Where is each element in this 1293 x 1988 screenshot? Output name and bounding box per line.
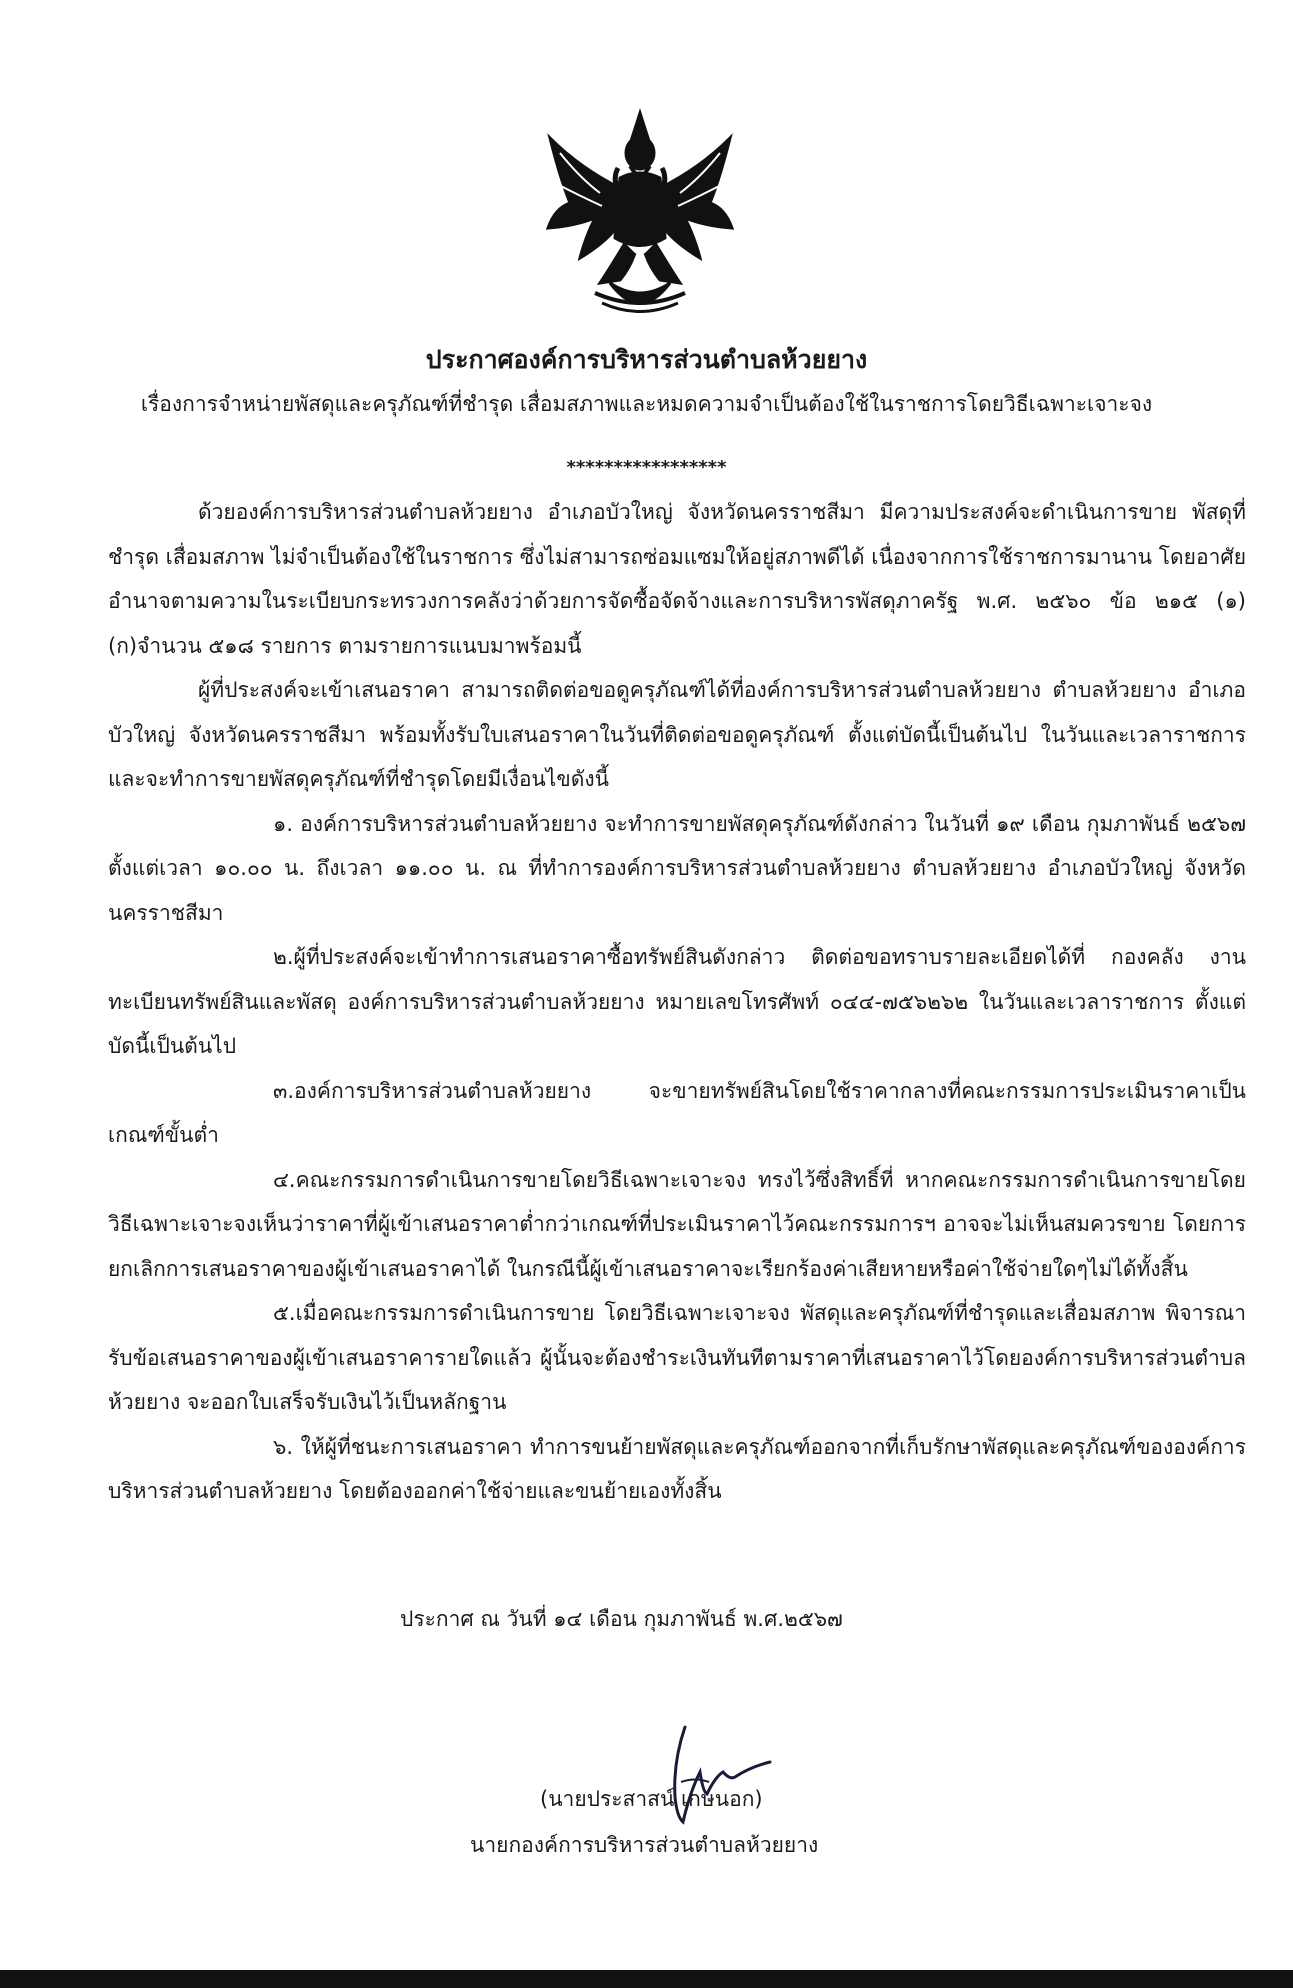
signer-position: นายกองค์การบริหารส่วนตำบลห้วยยาง: [470, 1833, 819, 1857]
document-subject: เรื่องการจำหน่ายพัสดุและครุภัณฑ์ที่ชำรุด เสื่อมสภาพและหมดความจำเป็นต้องใช้ในราชการโดยวิธีเฉพาะเจาะจง: [140, 392, 1153, 416]
condition-item-1: ๑. องค์การบริหารส่วนตำบลห้วยยาง จะทำการขายพัสดุครุภัณฑ์ดังกล่าว ในวันที่ ๑๙ เดือน กุมภาพันธ์ ๒๕๖๗ ตั้งแต่เวลา ๑๐.๐๐ น. ถึงเวลา ๑๑.๐๐ น. ณ ที่ทำการองค์การบริหารส่วนตำบลห้วยยาง ตำบลห้วยยาง อำเภอบัวใหญ่ จังหวัดนครราชสีมา: [108, 811, 1246, 925]
condition-item-4: ๔.คณะกรรมการดำเนินการขายโดยวิธีเฉพาะเจาะจง ทรงไว้ซึ่งสิทธิ์ที่ หากคณะกรรมการดำเนินการขายโดยวิธีเฉพาะเจาะจงเห็นว่าราคาที่ผู้เข้าเสนอราคาต่ำกว่าเกณฑ์ที่ประเมินราคาไว้คณะกรรมการฯ อาจจะไม่เห็นสมควรขาย โดยการยกเลิกการเสนอราคาของผู้เข้าเสนอราคาได้ ในกรณีนี้ผู้เข้าเสนอราคาจะเรียกร้องค่าเสียหายหรือค่าใช้จ่ายใดๆไม่ได้ทั้งสิ้น: [108, 1167, 1246, 1281]
garuda-emblem-icon: [540, 108, 740, 323]
condition-item-5: ๕.เมื่อคณะกรรมการดำเนินการขาย โดยวิธีเฉพาะเจาะจง พัสดุและครุภัณฑ์ที่ชำรุดและเสื่อมสภาพ พิจารณารับข้อเสนอราคาของผู้เข้าเสนอราคารายใดแล้ว ผู้นั้นจะต้องชำระเงินทันทีตามราคาที่เสนอราคาไว้โดยองค์การบริหารส่วนตำบลห้วยยาง จะออกใบเสร็จรับเงินไว้เป็นหลักฐาน: [108, 1301, 1246, 1414]
condition-item-3: ๓.องค์การบริหารส่วนตำบลห้วยยาง จะขายทรัพย์สินโดยใช้ราคากลางที่คณะกรรมการประเมินราคาเป็นเกณฑ์ขั้นต่ำ: [108, 1078, 1246, 1147]
paragraph-bidders: ผู้ที่ประสงค์จะเข้าเสนอราคา สามารถติดต่อขอดูครุภัณฑ์ได้ที่องค์การบริหารส่วนตำบลห้วยยาง ตำบลห้วยยาง อำเภอบัวใหญ่ จังหวัดนครราชสีมา พร้อมทั้งรับใบเสนอราคาในวันที่ติดต่อขอดูครุภัณฑ์ ตั้งแต่บัดนี้เป็นต้นไป ในวันและเวลาราชการ และจะทำการขายพัสดุครุภัณฑ์ที่ชำรุดโดยมีเงื่อนไขดังนี้: [108, 678, 1246, 791]
document-title: ประกาศองค์การบริหารส่วนตำบลห้วยยาง: [425, 345, 868, 374]
announcement-date: ประกาศ ณ วันที่ ๑๔ เดือน กุมภาพันธ์ พ.ศ.๒๕๖๗: [400, 1607, 843, 1631]
signer-name: (นายประสาสน์ เกษนอก): [540, 1787, 763, 1811]
scan-bottom-edge: [0, 1970, 1293, 1988]
condition-item-6: ๖. ให้ผู้ที่ชนะการเสนอราคา ทำการขนย้ายพัสดุและครุภัณฑ์ออกจากที่เก็บรักษาพัสดุและครุภัณฑ์ขององค์การบริหารส่วนตำบลห้วยยาง โดยต้องออกค่าใช้จ่ายและขนย้ายเองทั้งสิ้น: [108, 1434, 1246, 1503]
separator-line: *****************: [566, 457, 727, 478]
paragraph-intro: ด้วยองค์การบริหารส่วนตำบลห้วยยาง อำเภอบัวใหญ่ จังหวัดนครราชสีมา มีความประสงค์จะดำเนินการขาย พัสดุที่ชำรุด เสื่อมสภาพ ไม่จำเป็นต้องใช้ในราชการ ซึ่งไม่สามารถซ่อมแซมให้อยู่สภาพดีได้ เนื่องจากการใช้ราชการมานาน โดยอาศัยอำนาจตามความในระเบียบกระทรวงการคลังว่าด้วยการจัดซื้อจัดจ้างและการบริหารพัสดุภาครัฐ พ.ศ. ๒๕๖๐ ข้อ ๒๑๕ (๑)(ก)จำนวน ๕๑๘ รายการ ตามรายการแนบมาพร้อมนี้: [108, 500, 1246, 658]
document-body: [108, 490, 1246, 1514]
condition-item-2: ๒.ผู้ที่ประสงค์จะเข้าทำการเสนอราคาซื้อทรัพย์สินดังกล่าว ติดต่อขอทราบรายละเอียดได้ที่ กองคลัง งานทะเบียนทรัพย์สินและพัสดุ องค์การบริหารส่วนตำบลห้วยยาง หมายเลขโทรศัพท์ ๐๔๔-๗๕๖๒๖๒ ในวันและเวลาราชการ ตั้งแต่บัดนี้เป็นต้นไป: [108, 945, 1246, 1058]
